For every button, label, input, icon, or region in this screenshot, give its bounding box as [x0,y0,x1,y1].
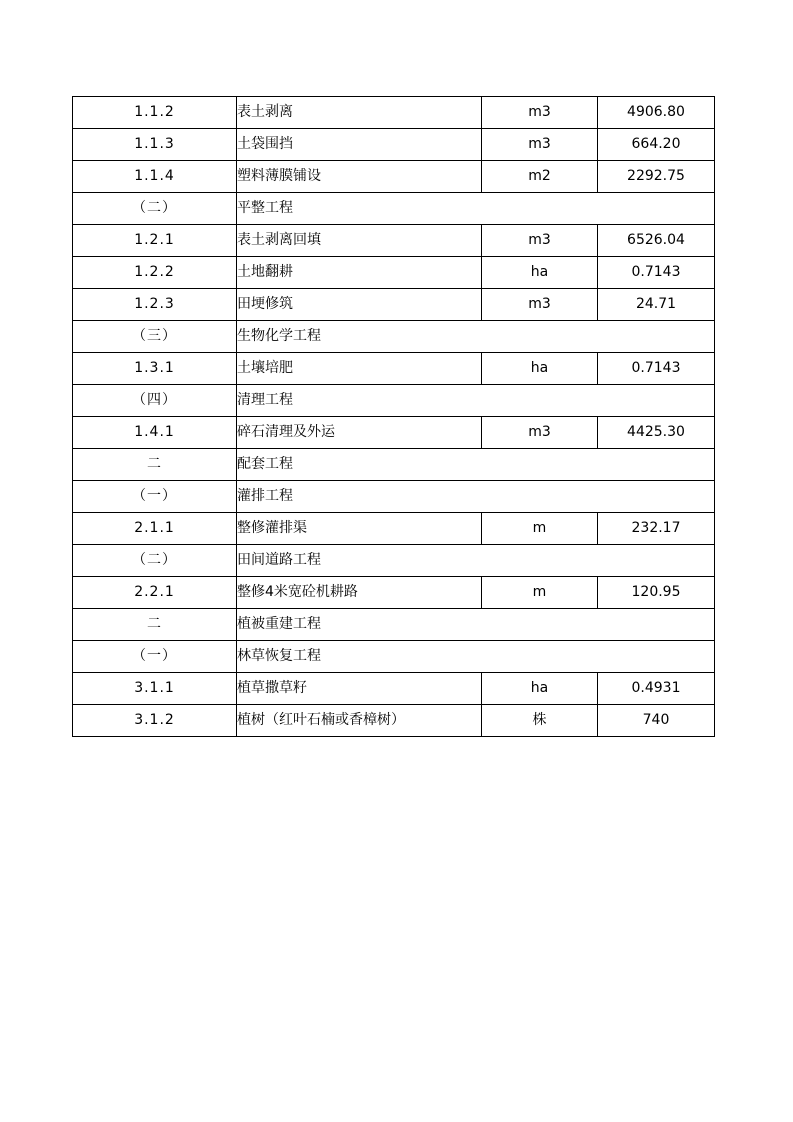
table-row [73,257,715,289]
section-title-cell: 林草恢复工程 [237,641,715,673]
quantity-cell: 664.20 [598,129,715,161]
section-title-cell: 清理工程 [237,385,715,417]
row-code-cell: （一） [73,641,237,673]
quantity-cell: 2292.75 [598,161,715,193]
quantity-cell: 0.4931 [598,673,715,705]
section-row [73,481,715,513]
section-row [73,449,715,481]
section-title-cell: 田间道路工程 [237,545,715,577]
table-row [73,129,715,161]
item-name-cell: 表土剥离回填 [237,225,482,257]
unit-cell: m2 [482,161,598,193]
section-title-cell: 灌排工程 [237,481,715,513]
row-code-cell: 3.1.1 [73,673,237,705]
item-name-cell: 碎石清理及外运 [237,417,482,449]
section-title-cell: 配套工程 [237,449,715,481]
item-name-cell: 植草撒草籽 [237,673,482,705]
item-name-cell: 整修4米宽砼机耕路 [237,577,482,609]
quantities-table [72,96,715,737]
unit-cell: ha [482,353,598,385]
quantity-cell: 0.7143 [598,353,715,385]
item-name-cell: 植树（红叶石楠或香樟树） [237,705,482,737]
row-code-cell: 2.1.1 [73,513,237,545]
unit-cell: 株 [482,705,598,737]
quantity-cell: 24.71 [598,289,715,321]
unit-cell: m3 [482,97,598,129]
item-name-cell: 整修灌排渠 [237,513,482,545]
row-code-cell: 1.1.4 [73,161,237,193]
quantity-cell: 0.7143 [598,257,715,289]
row-code-cell: （一） [73,481,237,513]
unit-cell: ha [482,257,598,289]
item-name-cell: 塑料薄膜铺设 [237,161,482,193]
section-title-cell: 平整工程 [237,193,715,225]
row-code-cell: 二 [73,609,237,641]
unit-cell: m3 [482,417,598,449]
table-row [73,513,715,545]
quantity-cell: 6526.04 [598,225,715,257]
unit-cell: m3 [482,225,598,257]
section-title-cell: 生物化学工程 [237,321,715,353]
table-row [73,161,715,193]
row-code-cell: 1.3.1 [73,353,237,385]
section-row [73,641,715,673]
row-code-cell: 1.4.1 [73,417,237,449]
table-row [73,577,715,609]
quantity-cell: 4906.80 [598,97,715,129]
row-code-cell: （四） [73,385,237,417]
table-row [73,417,715,449]
item-name-cell: 表土剥离 [237,97,482,129]
unit-cell: m3 [482,129,598,161]
item-name-cell: 田埂修筑 [237,289,482,321]
unit-cell: m [482,577,598,609]
table-row [73,225,715,257]
row-code-cell: 1.1.2 [73,97,237,129]
row-code-cell: 二 [73,449,237,481]
table-row [73,97,715,129]
row-code-cell: （二） [73,193,237,225]
section-row [73,193,715,225]
section-title-cell: 植被重建工程 [237,609,715,641]
section-row [73,609,715,641]
section-row [73,321,715,353]
row-code-cell: 2.2.1 [73,577,237,609]
item-name-cell: 土壤培肥 [237,353,482,385]
row-code-cell: 3.1.2 [73,705,237,737]
row-code-cell: （三） [73,321,237,353]
unit-cell: m3 [482,289,598,321]
table-row [73,705,715,737]
table-row [73,353,715,385]
section-row [73,545,715,577]
quantity-cell: 232.17 [598,513,715,545]
row-code-cell: 1.2.1 [73,225,237,257]
quantity-cell: 4425.30 [598,417,715,449]
table-row [73,673,715,705]
row-code-cell: （二） [73,545,237,577]
quantity-cell: 120.95 [598,577,715,609]
section-row [73,385,715,417]
row-code-cell: 1.2.2 [73,257,237,289]
quantity-cell: 740 [598,705,715,737]
unit-cell: ha [482,673,598,705]
row-code-cell: 1.2.3 [73,289,237,321]
quantities-table-body [73,97,715,737]
item-name-cell: 土袋围挡 [237,129,482,161]
item-name-cell: 土地翻耕 [237,257,482,289]
table-row [73,289,715,321]
row-code-cell: 1.1.3 [73,129,237,161]
unit-cell: m [482,513,598,545]
